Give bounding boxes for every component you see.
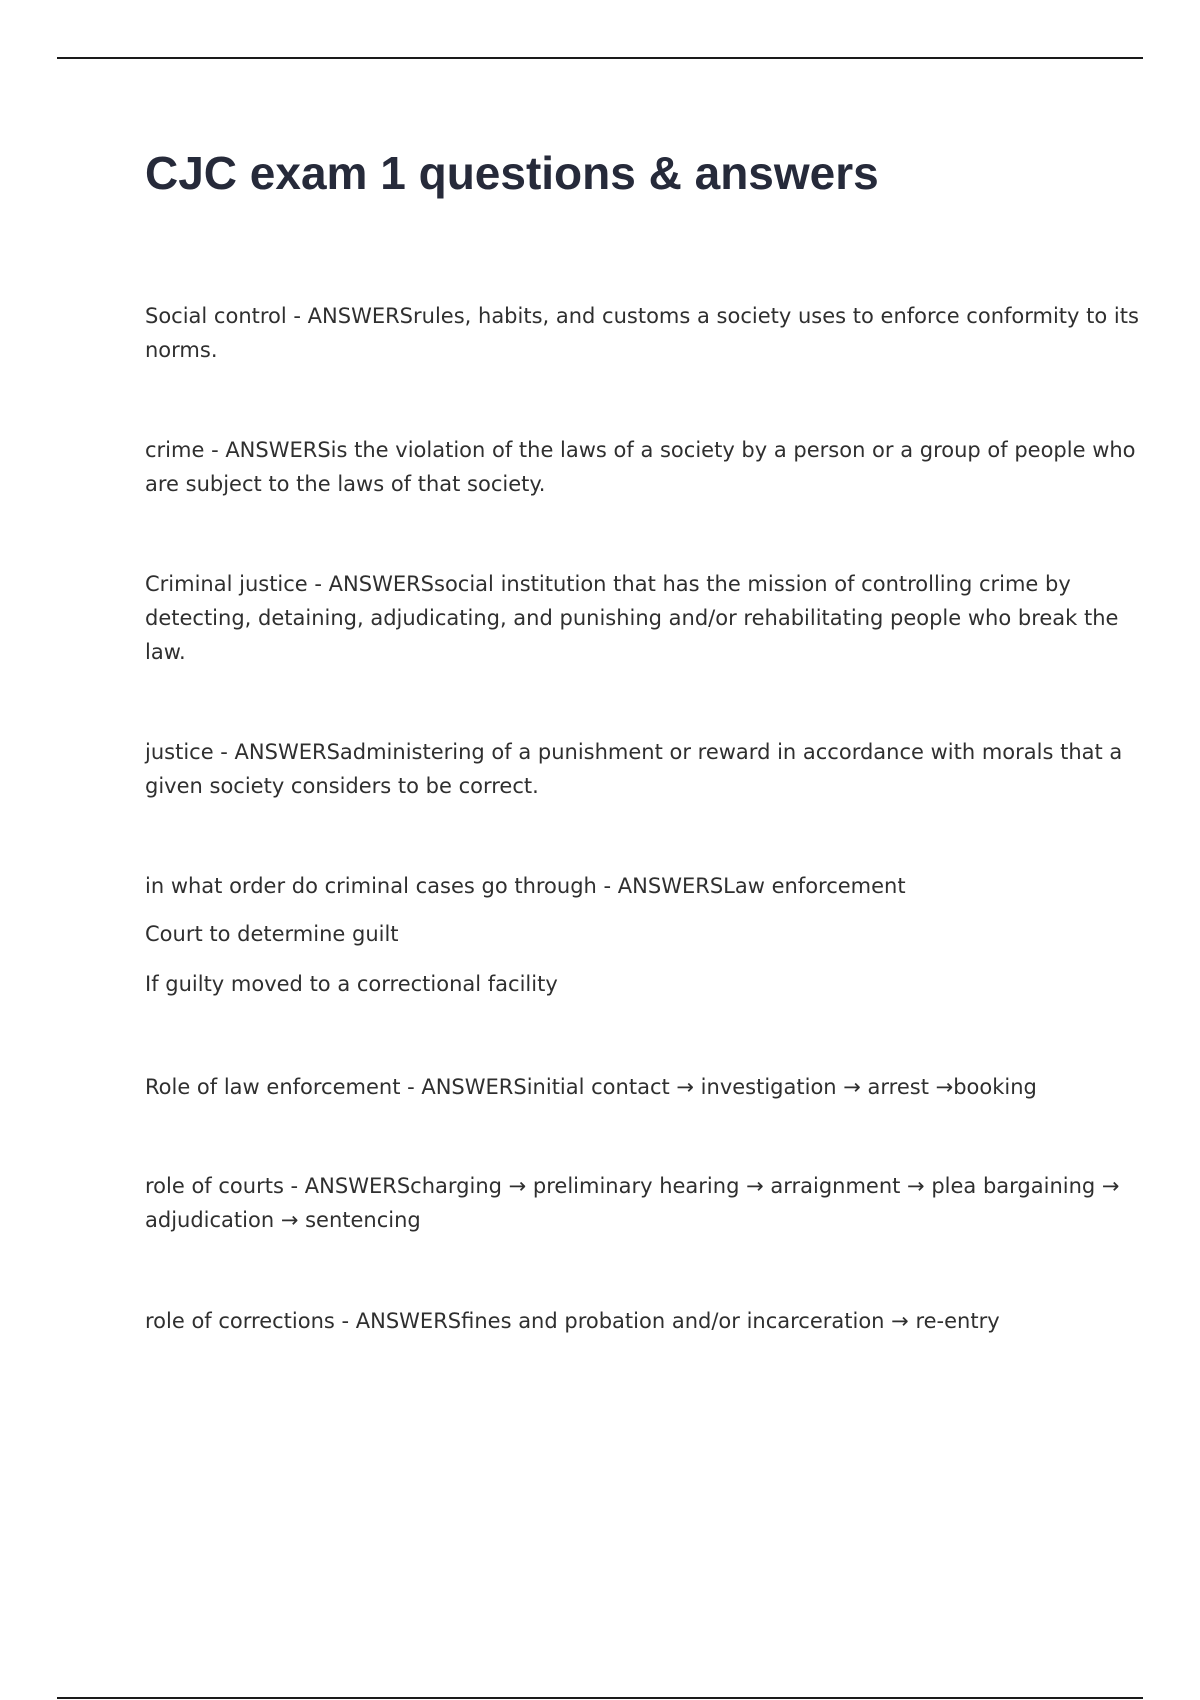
qa-entry-case-order xyxy=(145,869,1075,1001)
qa-entry-corrections-role xyxy=(145,1304,1075,1338)
qa-line: Social control - ANSWERSrules, habits, and customs a society uses to enforce conformity to its xyxy=(145,304,1139,328)
qa-entry-social-control xyxy=(145,299,1139,367)
bottom-rule xyxy=(57,1697,1143,1699)
qa-entry-crime xyxy=(145,433,1136,501)
qa-line: adjudication → sentencing xyxy=(145,1208,421,1232)
qa-line: Role of law enforcement - ANSWERSinitial contact → investigation → arrest →booking xyxy=(145,1075,1037,1099)
qa-line: role of corrections - ANSWERSfines and probation and/or incarceration → re-entry xyxy=(145,1309,1000,1333)
page-title: CJC exam 1 questions & answers xyxy=(145,147,879,199)
qa-line: justice - ANSWERSadministering of a punishment or reward in accordance with morals that a xyxy=(145,740,1123,764)
qa-line: crime - ANSWERSis the violation of the laws of a society by a person or a group of people who xyxy=(145,438,1136,462)
qa-entry-justice xyxy=(145,735,1123,803)
qa-entry-criminal-justice xyxy=(145,567,1119,669)
qa-line: law. xyxy=(145,640,186,664)
top-rule xyxy=(57,57,1143,59)
qa-line: given society considers to be correct. xyxy=(145,774,539,798)
qa-line: role of courts - ANSWERScharging → preliminary hearing → arraignment → plea bargaining → xyxy=(145,1174,1120,1198)
qa-line: detecting, detaining, adjudicating, and punishing and/or rehabilitating people who break the xyxy=(145,606,1119,630)
qa-line: norms. xyxy=(145,338,218,362)
qa-line: are subject to the laws of that society. xyxy=(145,472,546,496)
qa-entry-law-enforcement-role xyxy=(145,1070,1075,1104)
qa-line: Court to determine guilt xyxy=(145,922,399,946)
qa-line: If guilty moved to a correctional facility xyxy=(145,972,558,996)
qa-line: in what order do criminal cases go through - ANSWERSLaw enforcement xyxy=(145,874,906,898)
qa-line: Criminal justice - ANSWERSsocial institution that has the mission of controlling crime by xyxy=(145,572,1071,596)
qa-entry-courts-role xyxy=(145,1169,1120,1237)
